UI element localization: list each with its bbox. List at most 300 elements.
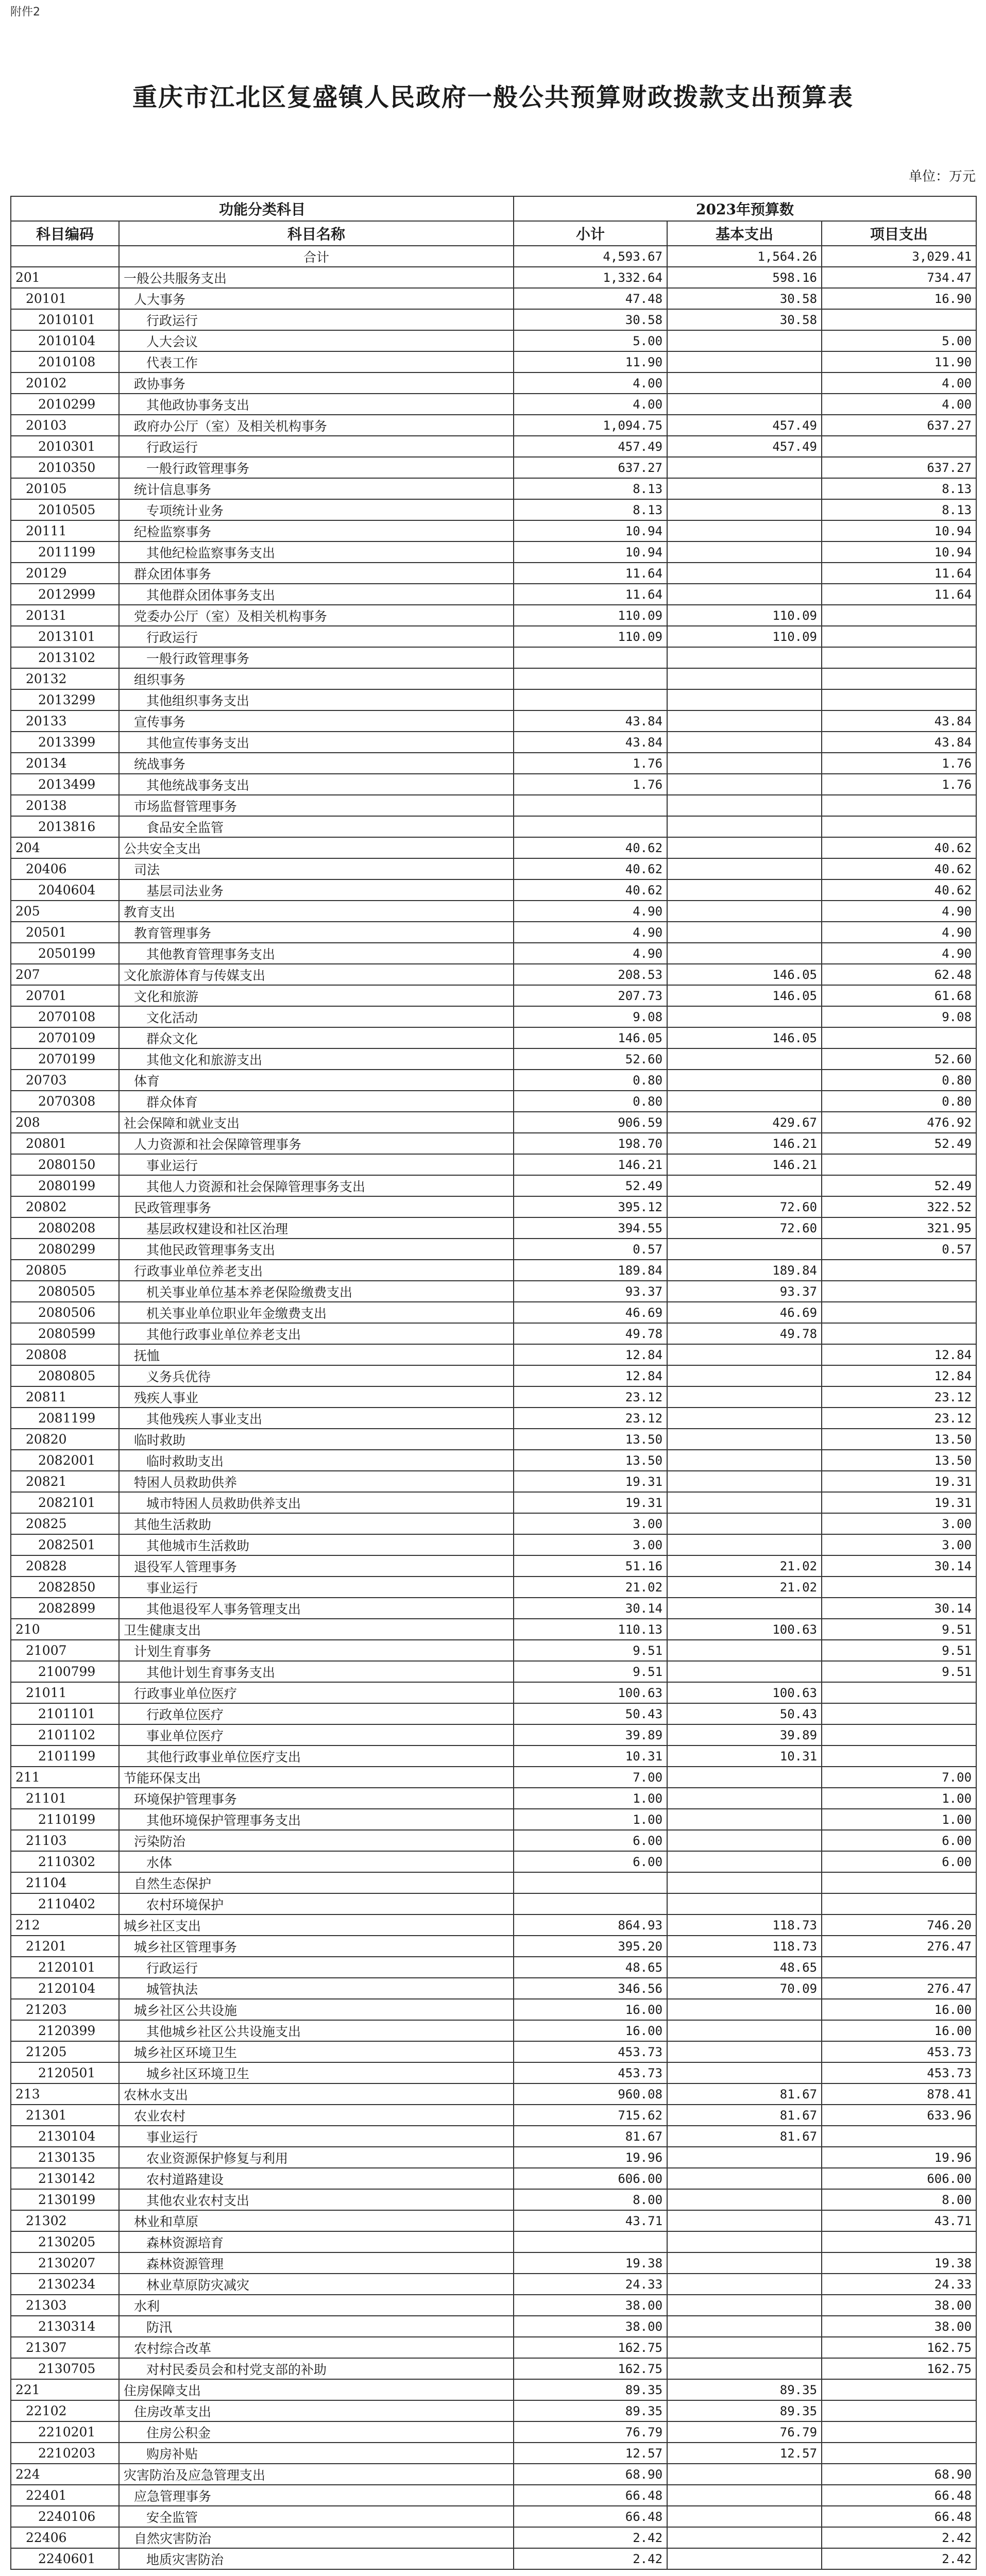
row-subtotal-cell: 23.12 bbox=[514, 1386, 667, 1408]
row-basic-cell bbox=[667, 584, 822, 605]
table-row bbox=[11, 288, 976, 309]
table-row bbox=[11, 1048, 976, 1070]
table-row bbox=[11, 372, 976, 394]
row-name-cell: 其他生活救助 bbox=[119, 1513, 514, 1534]
row-name-cell: 自然灾害防治 bbox=[119, 2527, 514, 2548]
row-code-cell: 2082501 bbox=[11, 1534, 119, 1555]
row-code-cell: 20820 bbox=[11, 1429, 119, 1450]
row-project-cell bbox=[822, 1682, 976, 1703]
row-code-cell: 20805 bbox=[11, 1260, 119, 1281]
row-subtotal-cell bbox=[514, 668, 667, 689]
table-row bbox=[11, 2400, 976, 2421]
row-basic-cell bbox=[667, 2464, 822, 2485]
table-row bbox=[11, 1830, 976, 1851]
table-row bbox=[11, 1767, 976, 1788]
row-project-cell: 476.92 bbox=[822, 1112, 976, 1133]
row-project-cell: 734.47 bbox=[822, 267, 976, 288]
row-basic-cell: 30.58 bbox=[667, 309, 822, 330]
row-subtotal-cell: 4.90 bbox=[514, 922, 667, 943]
row-code-cell: 21104 bbox=[11, 1872, 119, 1893]
project-header: 项目支出 bbox=[822, 221, 976, 246]
row-name-cell: 城乡社区环境卫生 bbox=[119, 2041, 514, 2062]
row-basic-cell bbox=[667, 1070, 822, 1091]
row-basic-cell bbox=[667, 795, 822, 816]
row-name-cell: 地质灾害防治 bbox=[119, 2548, 514, 2569]
row-basic-cell: 30.58 bbox=[667, 288, 822, 309]
row-name-cell: 其他教育管理事务支出 bbox=[119, 943, 514, 964]
row-code-cell: 20501 bbox=[11, 922, 119, 943]
row-code-cell: 2070108 bbox=[11, 1006, 119, 1027]
table-row bbox=[11, 2485, 976, 2506]
row-code-cell: 205 bbox=[11, 901, 119, 922]
table-row bbox=[11, 2105, 976, 2126]
row-basic-cell bbox=[667, 1788, 822, 1809]
row-project-cell bbox=[822, 2421, 976, 2443]
row-code-cell: 2012999 bbox=[11, 584, 119, 605]
row-project-cell bbox=[822, 2379, 976, 2400]
row-name-cell: 统计信息事务 bbox=[119, 478, 514, 499]
row-name-cell: 残疾人事业 bbox=[119, 1386, 514, 1408]
table-row bbox=[11, 922, 976, 943]
row-subtotal-cell bbox=[514, 1893, 667, 1914]
row-subtotal-cell: 4.00 bbox=[514, 372, 667, 394]
row-project-cell bbox=[822, 2400, 976, 2421]
row-basic-cell: 110.09 bbox=[667, 626, 822, 647]
row-subtotal-cell: 30.14 bbox=[514, 1598, 667, 1619]
row-code-cell: 2120399 bbox=[11, 2020, 119, 2041]
row-project-cell: 606.00 bbox=[822, 2168, 976, 2189]
row-project-cell: 2.42 bbox=[822, 2548, 976, 2569]
table-row bbox=[11, 668, 976, 689]
row-code-cell: 2081199 bbox=[11, 1408, 119, 1429]
row-name-cell: 其他纪检监察事务支出 bbox=[119, 541, 514, 563]
row-subtotal-cell: 208.53 bbox=[514, 964, 667, 985]
row-subtotal-cell: 93.37 bbox=[514, 1281, 667, 1302]
row-basic-cell: 76.79 bbox=[667, 2421, 822, 2443]
row-name-cell: 事业运行 bbox=[119, 2126, 514, 2147]
row-basic-cell: 81.67 bbox=[667, 2083, 822, 2105]
row-code-cell: 20828 bbox=[11, 1555, 119, 1577]
row-basic-cell bbox=[667, 2337, 822, 2358]
table-row bbox=[11, 1661, 976, 1682]
table-row bbox=[11, 541, 976, 563]
row-subtotal-cell: 162.75 bbox=[514, 2337, 667, 2358]
row-code-cell: 2120104 bbox=[11, 1978, 119, 1999]
row-code-cell: 2010104 bbox=[11, 330, 119, 351]
row-basic-cell: 118.73 bbox=[667, 1914, 822, 1936]
row-name-cell: 对村民委员会和村党支部的补助 bbox=[119, 2358, 514, 2379]
row-code-cell: 208 bbox=[11, 1112, 119, 1133]
row-project-cell bbox=[822, 2443, 976, 2464]
row-name-cell: 城乡社区管理事务 bbox=[119, 1936, 514, 1957]
row-subtotal-cell: 11.64 bbox=[514, 584, 667, 605]
table-row bbox=[11, 2126, 976, 2147]
row-basic-cell bbox=[667, 372, 822, 394]
row-project-cell: 9.08 bbox=[822, 1006, 976, 1027]
row-basic-cell bbox=[667, 2527, 822, 2548]
row-project-cell: 30.14 bbox=[822, 1598, 976, 1619]
row-basic-cell: 146.05 bbox=[667, 964, 822, 985]
row-subtotal-cell: 24.33 bbox=[514, 2274, 667, 2295]
table-row bbox=[11, 2527, 976, 2548]
row-code-cell: 20802 bbox=[11, 1196, 119, 1217]
row-basic-cell bbox=[667, 457, 822, 478]
row-project-cell: 453.73 bbox=[822, 2062, 976, 2083]
row-code-cell: 20825 bbox=[11, 1513, 119, 1534]
row-code-cell: 2130135 bbox=[11, 2147, 119, 2168]
row-subtotal-cell: 864.93 bbox=[514, 1914, 667, 1936]
row-name-cell: 其他人力资源和社会保障管理事务支出 bbox=[119, 1175, 514, 1196]
row-subtotal-cell: 12.84 bbox=[514, 1344, 667, 1365]
row-basic-cell: 48.65 bbox=[667, 1957, 822, 1978]
row-subtotal-cell: 30.58 bbox=[514, 309, 667, 330]
row-code-cell: 20821 bbox=[11, 1471, 119, 1492]
row-subtotal-cell: 10.94 bbox=[514, 541, 667, 563]
row-code-cell: 2110199 bbox=[11, 1809, 119, 1830]
table-row bbox=[11, 1239, 976, 1260]
row-project-cell: 4.90 bbox=[822, 901, 976, 922]
row-code-cell: 213 bbox=[11, 2083, 119, 2105]
row-subtotal-cell: 76.79 bbox=[514, 2421, 667, 2443]
row-name-cell: 水体 bbox=[119, 1851, 514, 1872]
row-subtotal-cell: 66.48 bbox=[514, 2506, 667, 2527]
row-basic-cell bbox=[667, 753, 822, 774]
row-code-cell: 21203 bbox=[11, 1999, 119, 2020]
table-row bbox=[11, 436, 976, 457]
row-basic-cell bbox=[667, 1492, 822, 1513]
row-project-cell bbox=[822, 626, 976, 647]
row-basic-cell bbox=[667, 1091, 822, 1112]
row-subtotal-cell: 11.64 bbox=[514, 563, 667, 584]
row-basic-cell bbox=[667, 710, 822, 732]
table-row bbox=[11, 2421, 976, 2443]
table-row bbox=[11, 2316, 976, 2337]
table-row bbox=[11, 985, 976, 1006]
row-basic-cell bbox=[667, 1893, 822, 1914]
row-name-cell: 其他残疾人事业支出 bbox=[119, 1408, 514, 1429]
row-name-cell: 计划生育事务 bbox=[119, 1640, 514, 1661]
row-project-cell bbox=[822, 1745, 976, 1767]
row-code-cell: 21201 bbox=[11, 1936, 119, 1957]
row-basic-cell bbox=[667, 2147, 822, 2168]
page-title: 重庆市江北区复盛镇人民政府一般公共预算财政拨款支出预算表 bbox=[132, 83, 854, 112]
row-subtotal-cell: 346.56 bbox=[514, 1978, 667, 1999]
row-basic-cell bbox=[667, 1534, 822, 1555]
row-subtotal-cell: 100.63 bbox=[514, 1682, 667, 1703]
row-project-cell: 2.42 bbox=[822, 2527, 976, 2548]
row-name-cell: 住房保障支出 bbox=[119, 2379, 514, 2400]
row-project-cell: 19.31 bbox=[822, 1492, 976, 1513]
row-code-cell: 2240106 bbox=[11, 2506, 119, 2527]
row-name-cell: 其他城市生活救助 bbox=[119, 1534, 514, 1555]
row-code-cell: 20134 bbox=[11, 753, 119, 774]
row-subtotal-cell: 637.27 bbox=[514, 457, 667, 478]
function-group-header: 功能分类科目 bbox=[11, 196, 514, 221]
row-subtotal-cell: 19.38 bbox=[514, 2252, 667, 2274]
row-subtotal-cell: 39.89 bbox=[514, 1724, 667, 1745]
row-project-cell: 7.00 bbox=[822, 1767, 976, 1788]
row-basic-cell: 70.09 bbox=[667, 1978, 822, 1999]
row-name-cell: 购房补贴 bbox=[119, 2443, 514, 2464]
row-code-cell: 2070308 bbox=[11, 1091, 119, 1112]
table-row bbox=[11, 1534, 976, 1555]
row-project-cell: 23.12 bbox=[822, 1408, 976, 1429]
row-name-cell: 林业和草原 bbox=[119, 2210, 514, 2231]
table-row bbox=[11, 1598, 976, 1619]
row-name-cell: 农业资源保护修复与利用 bbox=[119, 2147, 514, 2168]
row-project-cell: 162.75 bbox=[822, 2337, 976, 2358]
row-basic-cell bbox=[667, 2168, 822, 2189]
row-code-cell: 22406 bbox=[11, 2527, 119, 2548]
row-name-cell: 其他退役军人事务管理支出 bbox=[119, 1598, 514, 1619]
row-project-cell: 0.80 bbox=[822, 1070, 976, 1091]
row-code-cell: 2080805 bbox=[11, 1365, 119, 1386]
row-code-cell: 2240601 bbox=[11, 2548, 119, 2569]
table-row bbox=[11, 1914, 976, 1936]
row-subtotal-cell: 8.00 bbox=[514, 2189, 667, 2210]
row-subtotal-cell bbox=[514, 2231, 667, 2252]
row-subtotal-cell: 4.90 bbox=[514, 943, 667, 964]
row-basic-cell bbox=[667, 2274, 822, 2295]
row-code-cell: 21101 bbox=[11, 1788, 119, 1809]
table-row bbox=[11, 1682, 976, 1703]
row-code-cell: 2082101 bbox=[11, 1492, 119, 1513]
row-name-cell: 农村道路建设 bbox=[119, 2168, 514, 2189]
code-header: 科目编码 bbox=[11, 221, 119, 246]
row-subtotal-cell: 48.65 bbox=[514, 1957, 667, 1978]
row-basic-cell: 118.73 bbox=[667, 1936, 822, 1957]
row-name-cell: 其他文化和旅游支出 bbox=[119, 1048, 514, 1070]
row-code-cell: 20138 bbox=[11, 795, 119, 816]
table-row bbox=[11, 816, 976, 837]
row-code-cell: 2070199 bbox=[11, 1048, 119, 1070]
table-row bbox=[11, 2274, 976, 2295]
row-name-cell: 城管执法 bbox=[119, 1978, 514, 1999]
table-row bbox=[11, 1555, 976, 1577]
row-subtotal-cell: 11.90 bbox=[514, 351, 667, 372]
row-name-cell: 其他统战事务支出 bbox=[119, 774, 514, 795]
row-basic-cell: 72.60 bbox=[667, 1196, 822, 1217]
row-basic-cell bbox=[667, 2506, 822, 2527]
row-project-cell: 0.80 bbox=[822, 1091, 976, 1112]
row-subtotal-cell: 19.31 bbox=[514, 1492, 667, 1513]
row-basic-cell bbox=[667, 1661, 822, 1682]
row-code-cell: 2010350 bbox=[11, 457, 119, 478]
row-basic-cell bbox=[667, 901, 822, 922]
row-project-cell bbox=[822, 1302, 976, 1323]
row-project-cell: 9.51 bbox=[822, 1619, 976, 1640]
row-project-cell: 12.84 bbox=[822, 1344, 976, 1365]
row-basic-cell: 598.16 bbox=[667, 267, 822, 288]
row-basic-cell bbox=[667, 922, 822, 943]
row-name-cell: 事业运行 bbox=[119, 1577, 514, 1598]
row-subtotal-cell: 453.73 bbox=[514, 2041, 667, 2062]
row-name-cell: 行政事业单位养老支出 bbox=[119, 1260, 514, 1281]
table-row bbox=[11, 1851, 976, 1872]
table-row bbox=[11, 2506, 976, 2527]
row-code-cell: 2080199 bbox=[11, 1175, 119, 1196]
row-name-cell: 机关事业单位职业年金缴费支出 bbox=[119, 1302, 514, 1323]
row-subtotal-cell: 89.35 bbox=[514, 2379, 667, 2400]
row-name-cell: 农林水支出 bbox=[119, 2083, 514, 2105]
row-name-cell: 城市特困人员救助供养支出 bbox=[119, 1492, 514, 1513]
budget-table bbox=[10, 196, 977, 2570]
row-name-cell: 其他行政事业单位医疗支出 bbox=[119, 1745, 514, 1767]
row-subtotal-cell: 49.78 bbox=[514, 1323, 667, 1344]
row-code-cell: 2210203 bbox=[11, 2443, 119, 2464]
row-project-cell: 40.62 bbox=[822, 858, 976, 879]
row-basic-cell bbox=[667, 1999, 822, 2020]
row-project-cell: 19.31 bbox=[822, 1471, 976, 1492]
row-name-cell: 文化和旅游 bbox=[119, 985, 514, 1006]
row-subtotal-cell: 110.09 bbox=[514, 626, 667, 647]
row-subtotal-cell: 66.48 bbox=[514, 2485, 667, 2506]
row-name-cell: 其他计划生育事务支出 bbox=[119, 1661, 514, 1682]
row-code-cell: 2080599 bbox=[11, 1323, 119, 1344]
row-basic-cell: 81.67 bbox=[667, 2126, 822, 2147]
row-code-cell: 221 bbox=[11, 2379, 119, 2400]
row-code-cell: 2013499 bbox=[11, 774, 119, 795]
row-project-cell bbox=[822, 1893, 976, 1914]
row-subtotal-cell: 12.84 bbox=[514, 1365, 667, 1386]
row-basic-cell bbox=[667, 2485, 822, 2506]
row-name-cell: 应急管理事务 bbox=[119, 2485, 514, 2506]
table-row bbox=[11, 1070, 976, 1091]
table-row bbox=[11, 1175, 976, 1196]
row-subtotal-cell: 38.00 bbox=[514, 2316, 667, 2337]
row-basic-cell bbox=[667, 1408, 822, 1429]
row-code-cell: 2010108 bbox=[11, 351, 119, 372]
table-row bbox=[11, 1788, 976, 1809]
row-name-cell: 统战事务 bbox=[119, 753, 514, 774]
row-code-cell: 2130234 bbox=[11, 2274, 119, 2295]
row-name-cell: 森林资源管理 bbox=[119, 2252, 514, 2274]
row-name-cell: 退役军人管理事务 bbox=[119, 1555, 514, 1577]
row-subtotal-cell: 1.76 bbox=[514, 753, 667, 774]
row-basic-cell: 12.57 bbox=[667, 2443, 822, 2464]
row-basic-cell bbox=[667, 1175, 822, 1196]
row-name-cell: 义务兵优待 bbox=[119, 1365, 514, 1386]
row-name-cell: 组织事务 bbox=[119, 668, 514, 689]
row-subtotal-cell: 12.57 bbox=[514, 2443, 667, 2464]
row-basic-cell bbox=[667, 2295, 822, 2316]
row-name-cell: 农村环境保护 bbox=[119, 1893, 514, 1914]
row-name-cell: 公共安全支出 bbox=[119, 837, 514, 858]
table-row bbox=[11, 1872, 976, 1893]
table-row bbox=[11, 774, 976, 795]
table-row bbox=[11, 964, 976, 985]
row-subtotal-cell: 81.67 bbox=[514, 2126, 667, 2147]
table-row bbox=[11, 2041, 976, 2062]
row-subtotal-cell: 6.00 bbox=[514, 1830, 667, 1851]
row-project-cell: 4.90 bbox=[822, 922, 976, 943]
row-subtotal-cell: 8.13 bbox=[514, 478, 667, 499]
row-basic-cell: 89.35 bbox=[667, 2379, 822, 2400]
table-row bbox=[11, 1724, 976, 1745]
row-basic-cell bbox=[667, 1006, 822, 1027]
row-name-cell: 其他行政事业单位养老支出 bbox=[119, 1323, 514, 1344]
total-code-cell bbox=[11, 246, 119, 267]
header-row-columns bbox=[11, 221, 976, 246]
row-name-cell: 一般公共服务支出 bbox=[119, 267, 514, 288]
row-subtotal-cell: 43.84 bbox=[514, 732, 667, 753]
table-row bbox=[11, 1999, 976, 2020]
row-name-cell: 其他民政管理事务支出 bbox=[119, 1239, 514, 1260]
row-subtotal-cell: 906.59 bbox=[514, 1112, 667, 1133]
row-name-cell: 住房改革支出 bbox=[119, 2400, 514, 2421]
table-row bbox=[11, 1429, 976, 1450]
row-project-cell: 162.75 bbox=[822, 2358, 976, 2379]
row-subtotal-cell: 51.16 bbox=[514, 1555, 667, 1577]
row-project-cell: 4.90 bbox=[822, 943, 976, 964]
row-subtotal-cell: 1.76 bbox=[514, 774, 667, 795]
row-basic-cell bbox=[667, 2189, 822, 2210]
row-project-cell: 24.33 bbox=[822, 2274, 976, 2295]
table-row bbox=[11, 2337, 976, 2358]
row-code-cell: 20102 bbox=[11, 372, 119, 394]
table-row bbox=[11, 837, 976, 858]
row-name-cell: 自然生态保护 bbox=[119, 1872, 514, 1893]
row-basic-cell: 49.78 bbox=[667, 1323, 822, 1344]
table-row bbox=[11, 584, 976, 605]
table-row bbox=[11, 1281, 976, 1302]
table-row bbox=[11, 2252, 976, 2274]
row-project-cell: 9.51 bbox=[822, 1661, 976, 1682]
row-code-cell: 204 bbox=[11, 837, 119, 858]
table-row bbox=[11, 732, 976, 753]
row-code-cell: 210 bbox=[11, 1619, 119, 1640]
row-code-cell: 2130705 bbox=[11, 2358, 119, 2379]
row-project-cell: 23.12 bbox=[822, 1386, 976, 1408]
table-row bbox=[11, 1577, 976, 1598]
row-project-cell: 11.64 bbox=[822, 563, 976, 584]
row-project-cell: 1.00 bbox=[822, 1788, 976, 1809]
table-row bbox=[11, 1112, 976, 1133]
row-basic-cell bbox=[667, 1471, 822, 1492]
table-row bbox=[11, 563, 976, 584]
row-subtotal-cell: 146.21 bbox=[514, 1154, 667, 1175]
row-project-cell: 0.57 bbox=[822, 1239, 976, 1260]
row-code-cell: 2080505 bbox=[11, 1281, 119, 1302]
row-project-cell: 13.50 bbox=[822, 1450, 976, 1471]
table-row bbox=[11, 2083, 976, 2105]
row-subtotal-cell: 9.51 bbox=[514, 1640, 667, 1661]
row-basic-cell: 72.60 bbox=[667, 1217, 822, 1239]
row-code-cell: 2082001 bbox=[11, 1450, 119, 1471]
row-subtotal-cell: 7.00 bbox=[514, 1767, 667, 1788]
total-subtotal-cell: 4,593.67 bbox=[514, 246, 667, 267]
row-name-cell: 司法 bbox=[119, 858, 514, 879]
row-basic-cell: 110.09 bbox=[667, 605, 822, 626]
row-project-cell bbox=[822, 1323, 976, 1344]
row-subtotal-cell: 52.60 bbox=[514, 1048, 667, 1070]
row-name-cell: 群众体育 bbox=[119, 1091, 514, 1112]
row-subtotal-cell: 146.05 bbox=[514, 1027, 667, 1048]
row-basic-cell: 100.63 bbox=[667, 1619, 822, 1640]
row-name-cell: 其他农业农村支出 bbox=[119, 2189, 514, 2210]
table-row bbox=[11, 2464, 976, 2485]
row-subtotal-cell: 1.00 bbox=[514, 1809, 667, 1830]
row-code-cell: 2070109 bbox=[11, 1027, 119, 1048]
row-name-cell: 食品安全监管 bbox=[119, 816, 514, 837]
table-row bbox=[11, 689, 976, 710]
row-subtotal-cell bbox=[514, 689, 667, 710]
table-row bbox=[11, 1006, 976, 1027]
row-basic-cell bbox=[667, 774, 822, 795]
row-subtotal-cell: 13.50 bbox=[514, 1450, 667, 1471]
row-project-cell bbox=[822, 1154, 976, 1175]
row-project-cell: 6.00 bbox=[822, 1830, 976, 1851]
